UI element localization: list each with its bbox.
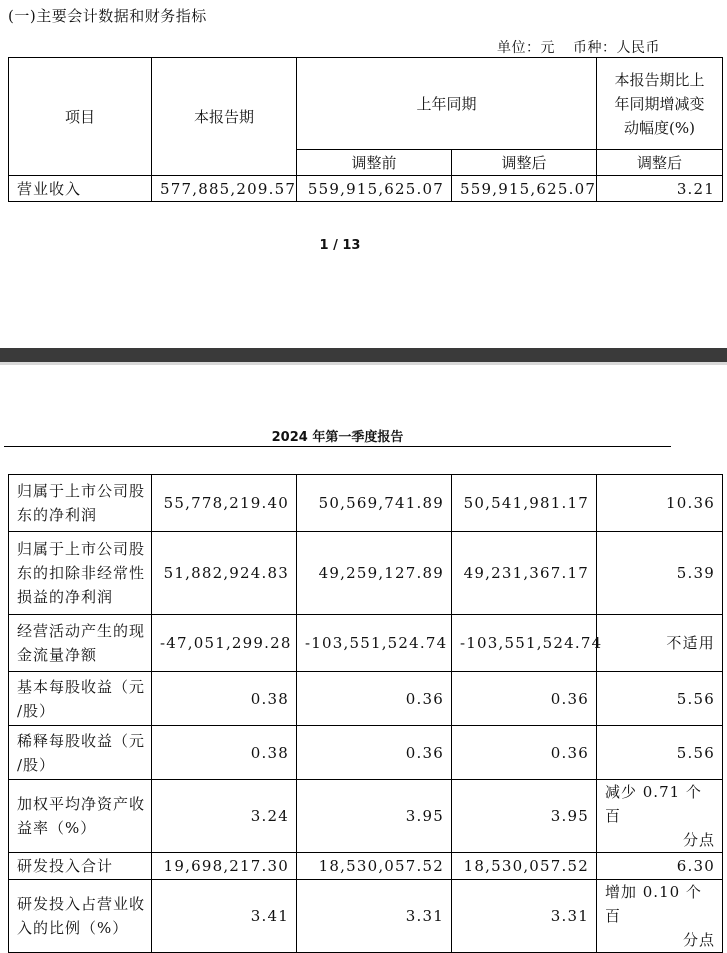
header-change-line: 年同期增减变 — [614, 94, 705, 113]
row-change-line: 分点 — [682, 931, 715, 949]
row-change-line: 增加 0.10 个百 — [605, 883, 702, 925]
table-row — [9, 532, 723, 615]
row-change — [597, 532, 723, 615]
row-current: 577,885,209.57 — [152, 176, 297, 202]
table-row — [9, 853, 723, 880]
row-change: 3.21 — [597, 176, 723, 202]
row-item-line: 金流量净额 — [17, 646, 98, 664]
row-item — [9, 475, 152, 532]
row-item-line: 加权平均净资产收 — [17, 795, 146, 813]
row-item — [9, 853, 152, 880]
header-rule — [4, 446, 671, 447]
row-change — [597, 672, 723, 726]
unit-label: 单位：元 — [497, 40, 555, 56]
row-item-line: 损益的净利润 — [17, 588, 114, 606]
table-row — [9, 880, 723, 953]
row-after: 3.31 — [452, 880, 597, 953]
row-before: 50,569,741.89 — [297, 475, 452, 532]
row-change-line: 5.56 — [676, 743, 715, 762]
row-after: 559,915,625.07 — [452, 176, 597, 202]
row-change — [597, 880, 723, 953]
row-before: -103,551,524.74 — [297, 615, 452, 672]
table-row — [9, 672, 723, 726]
row-item-line: 归属于上市公司股 — [17, 540, 146, 558]
row-item-line: 益率（%） — [17, 819, 97, 837]
row-current: 3.24 — [152, 780, 297, 853]
row-before: 559,915,625.07 — [297, 176, 452, 202]
header-after-adjustment: 调整后 — [452, 150, 597, 176]
row-change-line: 10.36 — [666, 494, 715, 512]
row-item — [9, 672, 152, 726]
row-current: 3.41 — [152, 880, 297, 953]
row-item-line: 东的净利润 — [17, 506, 98, 524]
row-item-line: 东的扣除非经常性 — [17, 564, 146, 582]
row-item — [9, 880, 152, 953]
row-after: -103,551,524.74 — [452, 615, 597, 672]
row-item-line: /股） — [17, 701, 56, 720]
row-change — [597, 853, 723, 880]
row-item-line: 经营活动产生的现 — [17, 622, 146, 640]
row-item-line: 稀释每股收益（元 — [17, 731, 146, 750]
row-item — [9, 615, 152, 672]
row-item — [9, 532, 152, 615]
row-change — [597, 615, 723, 672]
row-before: 0.36 — [297, 726, 452, 780]
row-current: 51,882,924.83 — [152, 532, 297, 615]
row-after: 0.36 — [452, 726, 597, 780]
header-change-line: 本报告期比上 — [614, 70, 705, 89]
row-item-line: 基本每股收益（元 — [17, 677, 146, 696]
table-row — [9, 726, 723, 780]
row-after: 50,541,981.17 — [452, 475, 597, 532]
unit-currency-line — [497, 37, 660, 57]
header-item: 项目 — [9, 58, 152, 176]
row-change-line: 不适用 — [666, 634, 715, 652]
currency-label: 币种：人民币 — [573, 40, 660, 56]
page-separator-shadow — [0, 362, 727, 365]
page-separator — [0, 348, 727, 362]
row-before: 3.31 — [297, 880, 452, 953]
page-number: 1 / 13 — [319, 238, 361, 253]
table-row — [9, 780, 723, 853]
row-before: 18,530,057.52 — [297, 853, 452, 880]
row-item-line: 研发投入占营业收 — [17, 895, 146, 913]
row-current: 55,778,219.40 — [152, 475, 297, 532]
row-after: 18,530,057.52 — [452, 853, 597, 880]
header-prior-year: 上年同期 — [297, 58, 597, 150]
table-row — [9, 475, 723, 532]
row-change-line: 分点 — [682, 831, 715, 849]
section-heading: (一)主要会计数据和财务指标 — [8, 7, 207, 25]
row-after: 49,231,367.17 — [452, 532, 597, 615]
row-after: 3.95 — [452, 780, 597, 853]
row-change-line: 5.56 — [676, 689, 715, 708]
header-current-period: 本报告期 — [152, 58, 297, 176]
row-current: 19,698,217.30 — [152, 853, 297, 880]
row-before: 49,259,127.89 — [297, 532, 452, 615]
row-change-line: 减少 0.71 个百 — [605, 783, 702, 825]
row-after: 0.36 — [452, 672, 597, 726]
row-change-line: 6.30 — [676, 857, 715, 875]
row-change — [597, 475, 723, 532]
row-change — [597, 726, 723, 780]
row-current: -47,051,299.28 — [152, 615, 297, 672]
header-change-after-adjustment: 调整后 — [597, 150, 723, 176]
row-before: 0.36 — [297, 672, 452, 726]
row-before: 3.95 — [297, 780, 452, 853]
row-change — [597, 780, 723, 853]
row-item — [9, 726, 152, 780]
row-current: 0.38 — [152, 726, 297, 780]
report-title: 2024 年第一季度报告 — [271, 430, 404, 445]
header-change-pct — [597, 58, 723, 150]
row-item-line: 研发投入合计 — [17, 857, 114, 875]
row-item-line: /股） — [17, 755, 56, 774]
financial-indicators-table — [8, 474, 723, 953]
header-change-line: 动幅度(%) — [624, 118, 695, 137]
table-row — [9, 176, 723, 202]
header-before-adjustment: 调整前 — [297, 150, 452, 176]
financial-indicators-table-header — [8, 57, 723, 202]
row-item: 营业收入 — [9, 176, 152, 202]
row-item — [9, 780, 152, 853]
row-change-line: 5.39 — [676, 564, 715, 582]
table-row — [9, 615, 723, 672]
row-current: 0.38 — [152, 672, 297, 726]
row-item-line: 入的比例（%） — [17, 919, 129, 937]
row-item-line: 归属于上市公司股 — [17, 482, 146, 500]
